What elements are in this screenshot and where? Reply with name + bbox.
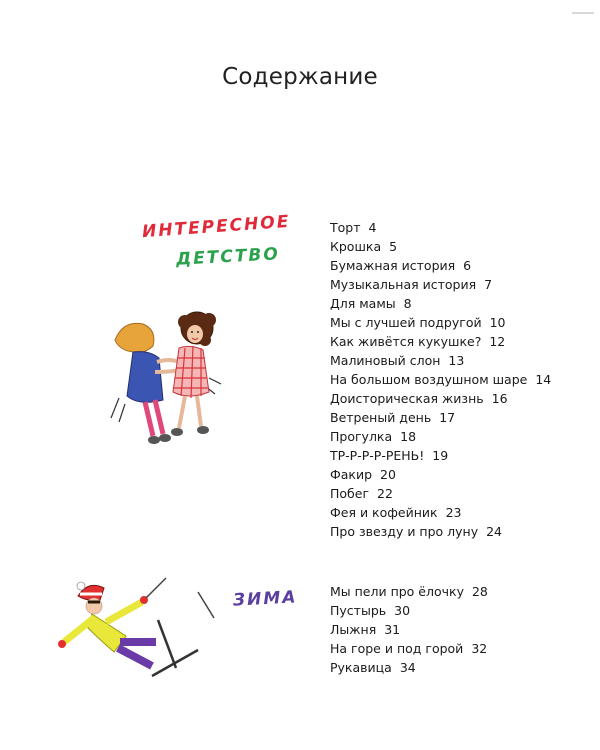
toc-item-page: 31 xyxy=(384,622,401,637)
toc-item-page: 34 xyxy=(399,660,416,675)
toc-item-title: Ветреный день xyxy=(330,410,432,425)
toc-item[interactable] xyxy=(330,446,551,465)
toc-item[interactable] xyxy=(330,313,551,332)
toc-item[interactable] xyxy=(330,332,551,351)
toc-item-title: Крошка xyxy=(330,239,382,254)
toc-item-title: Мы с лучшей подругой xyxy=(330,315,482,330)
toc-item[interactable] xyxy=(330,620,488,639)
toc-item[interactable] xyxy=(330,237,551,256)
toc-item[interactable] xyxy=(330,294,551,313)
toc-item-title: Пустырь xyxy=(330,603,387,618)
toc-item[interactable] xyxy=(330,658,488,677)
toc-item-page: 7 xyxy=(484,277,493,292)
toc-item[interactable] xyxy=(330,522,551,541)
toc-item-title: Прогулка xyxy=(330,429,393,444)
toc-item-title: Малиновый слон xyxy=(330,353,441,368)
toc-item-title: Бумажная история xyxy=(330,258,456,273)
toc-item-page: 22 xyxy=(377,486,393,501)
toc-item-title: ТР-Р-Р-Р-РЕНЬ! xyxy=(330,448,425,463)
section-title-winter: ЗИМА xyxy=(232,587,298,611)
toc-item-page: 32 xyxy=(471,641,488,656)
toc-item[interactable] xyxy=(330,351,551,370)
section-title-interesting: ИНТЕРЕСНОЕ xyxy=(141,211,292,243)
toc-item[interactable] xyxy=(330,370,551,389)
toc-item-title: На горе и под горой xyxy=(330,641,464,656)
toc-item[interactable] xyxy=(330,465,551,484)
toc-item-title: Лыжня xyxy=(330,622,377,637)
toc-item-title: Доисторическая жизнь xyxy=(330,391,484,406)
toc-item-title: Факир xyxy=(330,467,373,482)
toc-item-title: Для мамы xyxy=(330,296,396,311)
toc-item-page: 19 xyxy=(432,448,449,463)
toc-item[interactable] xyxy=(330,601,488,620)
toc-item[interactable] xyxy=(330,582,488,601)
toc-item[interactable] xyxy=(330,503,551,522)
toc-item-page: 4 xyxy=(368,220,377,235)
toc-item-page: 5 xyxy=(389,239,398,254)
toc-item[interactable] xyxy=(330,639,488,658)
toc-item-page: 14 xyxy=(535,372,552,387)
toc-item-title: Фея и кофейник xyxy=(330,505,438,520)
toc-item[interactable] xyxy=(330,275,551,294)
toc-item-page: 24 xyxy=(486,524,503,539)
toc-item-page: 23 xyxy=(445,505,462,520)
toc-item[interactable] xyxy=(330,256,551,275)
toc-item-title: Рукавица xyxy=(330,660,392,675)
toc-item-page: 17 xyxy=(439,410,456,425)
toc-item-title: На большом воздушном шаре xyxy=(330,372,528,387)
toc-item[interactable] xyxy=(330,484,551,503)
toc-item[interactable] xyxy=(330,218,551,237)
toc-item-page: 18 xyxy=(400,429,417,444)
toc-item-page: 28 xyxy=(471,584,488,599)
toc-item-page: 16 xyxy=(491,391,508,406)
toc-item-page: 20 xyxy=(380,467,396,482)
toc-item-title: Как живётся кукушке? xyxy=(330,334,482,349)
toc-item-page: 10 xyxy=(489,315,506,330)
toc-item-title: Мы пели про ёлочку xyxy=(330,584,464,599)
toc-item-title: Музыкальная история xyxy=(330,277,477,292)
toc-item-page: 12 xyxy=(489,334,506,349)
toc-item-title: Про звезду и про луну xyxy=(330,524,479,539)
toc-item-title: Побег xyxy=(330,486,370,501)
section-title-childhood: ДЕТСТВО xyxy=(175,244,281,270)
scan-edge-mark xyxy=(572,12,594,14)
toc-item-title: Торт xyxy=(330,220,361,235)
toc-item-page: 6 xyxy=(463,258,472,273)
dancing-girls-illustration xyxy=(105,300,230,460)
toc-item-page: 13 xyxy=(448,353,465,368)
toc-item-page: 8 xyxy=(403,296,412,311)
toc-item[interactable] xyxy=(330,389,551,408)
falling-skier-illustration xyxy=(48,572,228,682)
toc-item-page: 30 xyxy=(394,603,411,618)
toc-item[interactable] xyxy=(330,427,551,446)
toc-list-interesting-childhood xyxy=(330,218,551,541)
toc-list-winter xyxy=(330,582,488,677)
toc-item[interactable] xyxy=(330,408,551,427)
page-title: Содержание xyxy=(222,64,378,91)
